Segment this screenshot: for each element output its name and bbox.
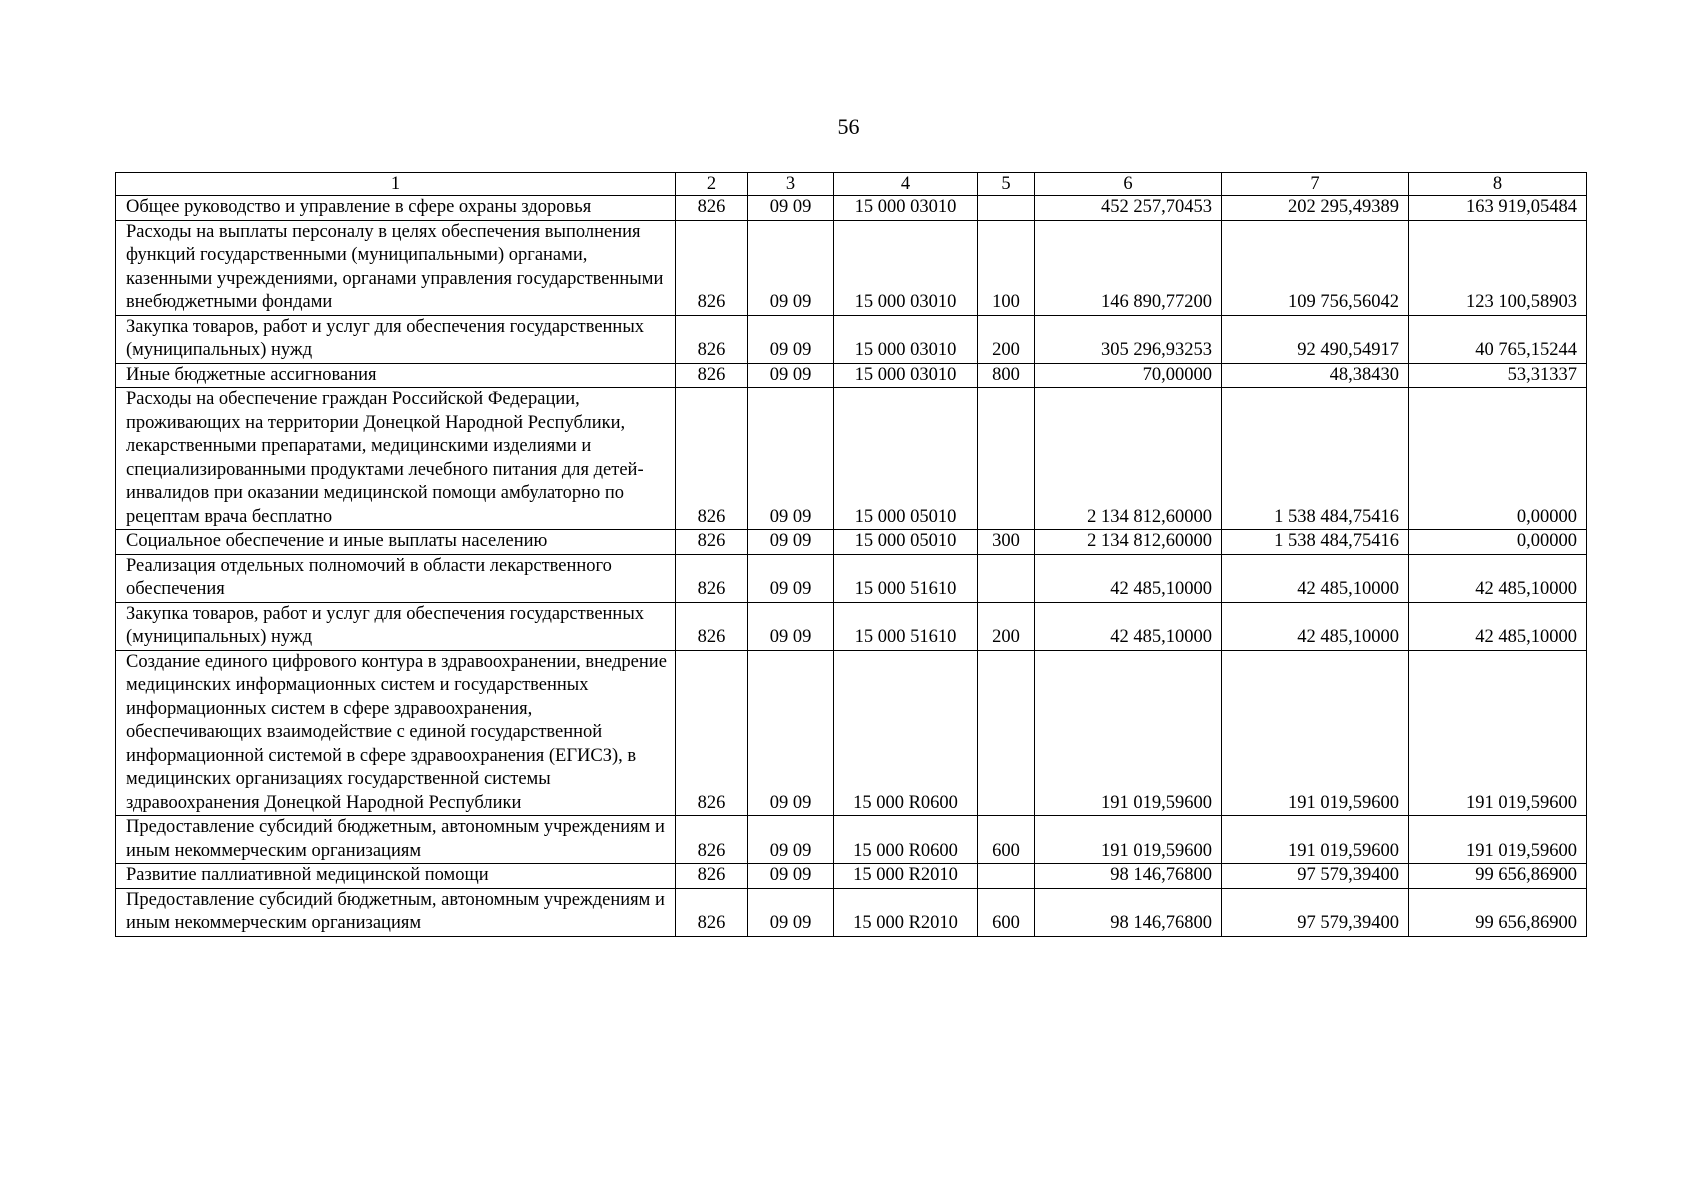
amount-cell: 99 656,86900 xyxy=(1409,888,1587,936)
section-code-cell: 09 09 xyxy=(748,816,834,864)
table-row xyxy=(116,650,1587,816)
ministry-code-cell: 826 xyxy=(676,220,748,315)
ministry-code-cell: 826 xyxy=(676,602,748,650)
amount-cell: 2 134 812,60000 xyxy=(1035,388,1222,530)
target-article-cell: 15 000 03010 xyxy=(834,363,978,388)
amount-cell: 98 146,76800 xyxy=(1035,864,1222,889)
row-name-cell: Расходы на обеспечение граждан Российской Федерации, проживающих на территории Донецкой Народной Республики, лекарственными препаратами, медицинскими изделиями и специализированными продуктами лечебного питания для детей-инвалидов при оказании медицинской помощи амбулаторно по рецептам врача бесплатно xyxy=(116,388,676,530)
column-number: 8 xyxy=(1409,173,1587,196)
row-name-cell: Развитие паллиативной медицинской помощи xyxy=(116,864,676,889)
ministry-code-cell: 826 xyxy=(676,650,748,816)
amount-cell: 109 756,56042 xyxy=(1222,220,1409,315)
table-row xyxy=(116,554,1587,602)
column-number: 1 xyxy=(116,173,676,196)
amount-cell: 98 146,76800 xyxy=(1035,888,1222,936)
expense-type-cell: 300 xyxy=(978,530,1035,555)
expense-type-cell xyxy=(978,388,1035,530)
row-name-cell: Общее руководство и управление в сфере охраны здоровья xyxy=(116,196,676,221)
column-number-row xyxy=(116,173,1587,196)
amount-cell: 163 919,05484 xyxy=(1409,196,1587,221)
column-number: 7 xyxy=(1222,173,1409,196)
table-row xyxy=(116,315,1587,363)
target-article-cell: 15 000 51610 xyxy=(834,554,978,602)
amount-cell: 42 485,10000 xyxy=(1409,554,1587,602)
section-code-cell: 09 09 xyxy=(748,650,834,816)
amount-cell: 191 019,59600 xyxy=(1035,816,1222,864)
table-row xyxy=(116,363,1587,388)
section-code-cell: 09 09 xyxy=(748,220,834,315)
expense-type-cell: 200 xyxy=(978,602,1035,650)
column-number: 2 xyxy=(676,173,748,196)
amount-cell: 191 019,59600 xyxy=(1035,650,1222,816)
row-name-cell: Реализация отдельных полномочий в области лекарственного обеспечения xyxy=(116,554,676,602)
amount-cell: 0,00000 xyxy=(1409,388,1587,530)
table-row xyxy=(116,602,1587,650)
amount-cell: 191 019,59600 xyxy=(1222,650,1409,816)
target-article-cell: 15 000 03010 xyxy=(834,315,978,363)
row-name-cell: Социальное обеспечение и иные выплаты населению xyxy=(116,530,676,555)
ministry-code-cell: 826 xyxy=(676,530,748,555)
expense-type-cell: 100 xyxy=(978,220,1035,315)
section-code-cell: 09 09 xyxy=(748,363,834,388)
table-row xyxy=(116,816,1587,864)
amount-cell: 2 134 812,60000 xyxy=(1035,530,1222,555)
amount-cell: 42 485,10000 xyxy=(1035,602,1222,650)
amount-cell: 97 579,39400 xyxy=(1222,888,1409,936)
amount-cell: 191 019,59600 xyxy=(1222,816,1409,864)
section-code-cell: 09 09 xyxy=(748,196,834,221)
amount-cell: 48,38430 xyxy=(1222,363,1409,388)
column-number: 6 xyxy=(1035,173,1222,196)
table-row xyxy=(116,196,1587,221)
column-number: 4 xyxy=(834,173,978,196)
column-number: 3 xyxy=(748,173,834,196)
expense-type-cell xyxy=(978,554,1035,602)
ministry-code-cell: 826 xyxy=(676,315,748,363)
section-code-cell: 09 09 xyxy=(748,530,834,555)
section-code-cell: 09 09 xyxy=(748,888,834,936)
amount-cell: 53,31337 xyxy=(1409,363,1587,388)
ministry-code-cell: 826 xyxy=(676,388,748,530)
amount-cell: 1 538 484,75416 xyxy=(1222,530,1409,555)
target-article-cell: 15 000 05010 xyxy=(834,530,978,555)
amount-cell: 202 295,49389 xyxy=(1222,196,1409,221)
table-row xyxy=(116,864,1587,889)
amount-cell: 42 485,10000 xyxy=(1222,602,1409,650)
target-article-cell: 15 000 R0600 xyxy=(834,650,978,816)
ministry-code-cell: 826 xyxy=(676,554,748,602)
amount-cell: 123 100,58903 xyxy=(1409,220,1587,315)
table-row xyxy=(116,530,1587,555)
expense-type-cell xyxy=(978,196,1035,221)
amount-cell: 97 579,39400 xyxy=(1222,864,1409,889)
section-code-cell: 09 09 xyxy=(748,554,834,602)
expense-type-cell: 800 xyxy=(978,363,1035,388)
ministry-code-cell: 826 xyxy=(676,196,748,221)
row-name-cell: Предоставление субсидий бюджетным, автономным учреждениям и иным некоммерческим организациям xyxy=(116,888,676,936)
target-article-cell: 15 000 R2010 xyxy=(834,888,978,936)
row-name-cell: Закупка товаров, работ и услуг для обеспечения государственных (муниципальных) нужд xyxy=(116,315,676,363)
amount-cell: 191 019,59600 xyxy=(1409,650,1587,816)
row-name-cell: Предоставление субсидий бюджетным, автономным учреждениям и иным некоммерческим организациям xyxy=(116,816,676,864)
target-article-cell: 15 000 51610 xyxy=(834,602,978,650)
amount-cell: 92 490,54917 xyxy=(1222,315,1409,363)
section-code-cell: 09 09 xyxy=(748,602,834,650)
row-name-cell: Расходы на выплаты персоналу в целях обеспечения выполнения функций государственными (муниципальными) органами, казенными учреждениями, органами управления государственными внебюджетными фондами xyxy=(116,220,676,315)
expense-type-cell: 600 xyxy=(978,816,1035,864)
expense-type-cell xyxy=(978,864,1035,889)
row-name-cell: Создание единого цифрового контура в здравоохранении, внедрение медицинских информационных систем и государственных информационных систем в сфере здравоохранения, обеспечивающих взаимодействие с единой государственной информационной системой в сфере здравоохранения (ЕГИСЗ), в медицинских организациях государственной системы здравоохранения Донецкой Народной Республики xyxy=(116,650,676,816)
section-code-cell: 09 09 xyxy=(748,315,834,363)
target-article-cell: 15 000 03010 xyxy=(834,196,978,221)
section-code-cell: 09 09 xyxy=(748,388,834,530)
ministry-code-cell: 826 xyxy=(676,888,748,936)
target-article-cell: 15 000 05010 xyxy=(834,388,978,530)
amount-cell: 70,00000 xyxy=(1035,363,1222,388)
target-article-cell: 15 000 R2010 xyxy=(834,864,978,889)
amount-cell: 42 485,10000 xyxy=(1222,554,1409,602)
amount-cell: 0,00000 xyxy=(1409,530,1587,555)
amount-cell: 40 765,15244 xyxy=(1409,315,1587,363)
amount-cell: 305 296,93253 xyxy=(1035,315,1222,363)
ministry-code-cell: 826 xyxy=(676,864,748,889)
row-name-cell: Иные бюджетные ассигнования xyxy=(116,363,676,388)
amount-cell: 99 656,86900 xyxy=(1409,864,1587,889)
amount-cell: 42 485,10000 xyxy=(1035,554,1222,602)
ministry-code-cell: 826 xyxy=(676,816,748,864)
expense-type-cell: 600 xyxy=(978,888,1035,936)
amount-cell: 191 019,59600 xyxy=(1409,816,1587,864)
amount-cell: 42 485,10000 xyxy=(1409,602,1587,650)
expense-type-cell xyxy=(978,650,1035,816)
column-number: 5 xyxy=(978,173,1035,196)
page-number: 56 xyxy=(837,114,860,139)
amount-cell: 146 890,77200 xyxy=(1035,220,1222,315)
table-row xyxy=(116,220,1587,315)
target-article-cell: 15 000 R0600 xyxy=(834,816,978,864)
budget-table xyxy=(115,172,1587,937)
ministry-code-cell: 826 xyxy=(676,363,748,388)
target-article-cell: 15 000 03010 xyxy=(834,220,978,315)
expense-type-cell: 200 xyxy=(978,315,1035,363)
amount-cell: 1 538 484,75416 xyxy=(1222,388,1409,530)
table-row xyxy=(116,888,1587,936)
row-name-cell: Закупка товаров, работ и услуг для обеспечения государственных (муниципальных) нужд xyxy=(116,602,676,650)
section-code-cell: 09 09 xyxy=(748,864,834,889)
table-row xyxy=(116,388,1587,530)
amount-cell: 452 257,70453 xyxy=(1035,196,1222,221)
